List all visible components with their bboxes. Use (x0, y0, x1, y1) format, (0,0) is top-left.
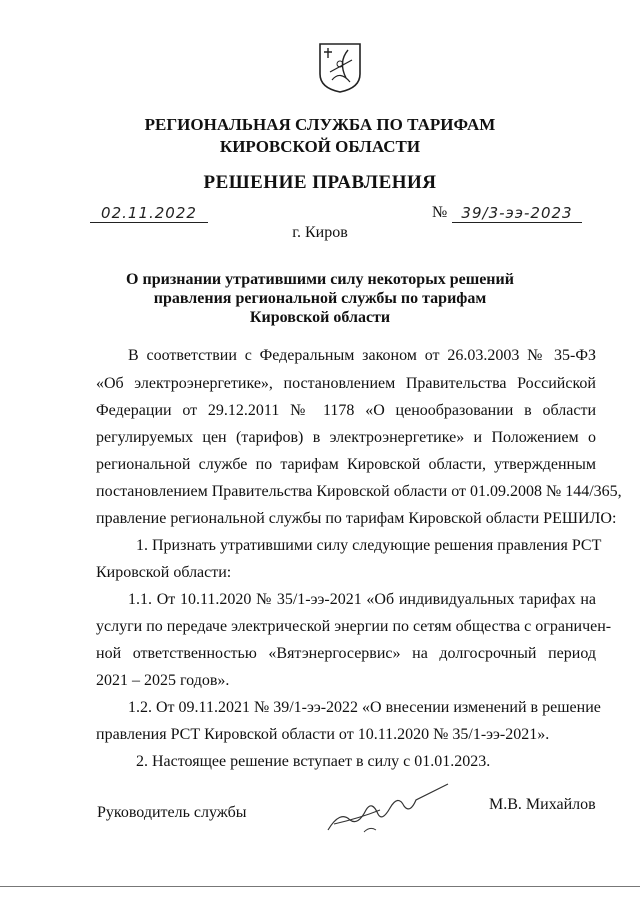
body-line: 2021 – 2025 годов». (96, 672, 230, 689)
body-line: В соответствии с Федеральным законом от 26.03.2003 № 35-ФЗ (128, 347, 596, 364)
footer-divider (0, 886, 640, 887)
clause-2: 2. Настоящее решение вступает в силу с 01.01.2023. (136, 753, 491, 770)
subject-line: Кировской области (249, 309, 391, 326)
document-type-title: РЕШЕНИЕ ПРАВЛЕНИЯ (203, 172, 437, 193)
signatory-name: М.В. Михайлов (489, 796, 596, 813)
clause-1: 1. Признать утратившими силу следующие решения правления РСТ (136, 537, 602, 554)
handwritten-signature-icon (320, 780, 455, 840)
body-line: регулируемых цен (тарифов) в электроэнергетике» и Положением о (96, 429, 596, 446)
body-line: правление региональной службы по тарифам Кировской области РЕШИЛО: (96, 510, 617, 527)
body-line: правления РСТ Кировской области от 10.11.2020 № 35/1-ээ-2021». (96, 726, 550, 743)
body-line: «Об электроэнергетике», постановлением Правительства Российской (96, 375, 596, 392)
agency-name-line1: РЕГИОНАЛЬНАЯ СЛУЖБА ПО ТАРИФАМ (144, 115, 496, 134)
body-line: ной ответственностью «Вятэнергосервис» на долгосрочный период (96, 645, 596, 662)
coat-of-arms-icon (318, 42, 362, 94)
decision-number: 39/3-ээ-2023 (452, 204, 582, 223)
subject-line: О признании утратившими силу некоторых решений (126, 271, 514, 288)
number-label: № (432, 204, 448, 221)
body-line: постановлением Правительства Кировской области от 01.09.2008 № 144/365, (96, 483, 622, 500)
agency-name-line2: КИРОВСКОЙ ОБЛАСТИ (219, 137, 421, 156)
subject-line: правления региональной службы по тарифам (153, 290, 487, 307)
body-line: услуги по передаче электрической энергии по сетям общества с ограничен- (96, 618, 612, 635)
city: г. Киров (292, 224, 348, 241)
clause-1-1: 1.1. От 10.11.2020 № 35/1-ээ-2021 «Об индивидуальных тарифах на (128, 591, 596, 608)
decision-date: 02.11.2022 (90, 204, 208, 223)
signatory-title: Руководитель службы (97, 804, 247, 821)
body-line: Федерации от 29.12.2011 № 1178 «О ценообразовании в области (96, 402, 596, 419)
document-subject (0, 270, 640, 327)
clause-1-2: 1.2. От 09.11.2021 № 39/1-ээ-2022 «О внесении изменений в решение (128, 699, 601, 716)
body-line: региональной службе по тарифам Кировской области, утвержденным (96, 456, 596, 473)
body-line: Кировской области: (96, 564, 232, 581)
